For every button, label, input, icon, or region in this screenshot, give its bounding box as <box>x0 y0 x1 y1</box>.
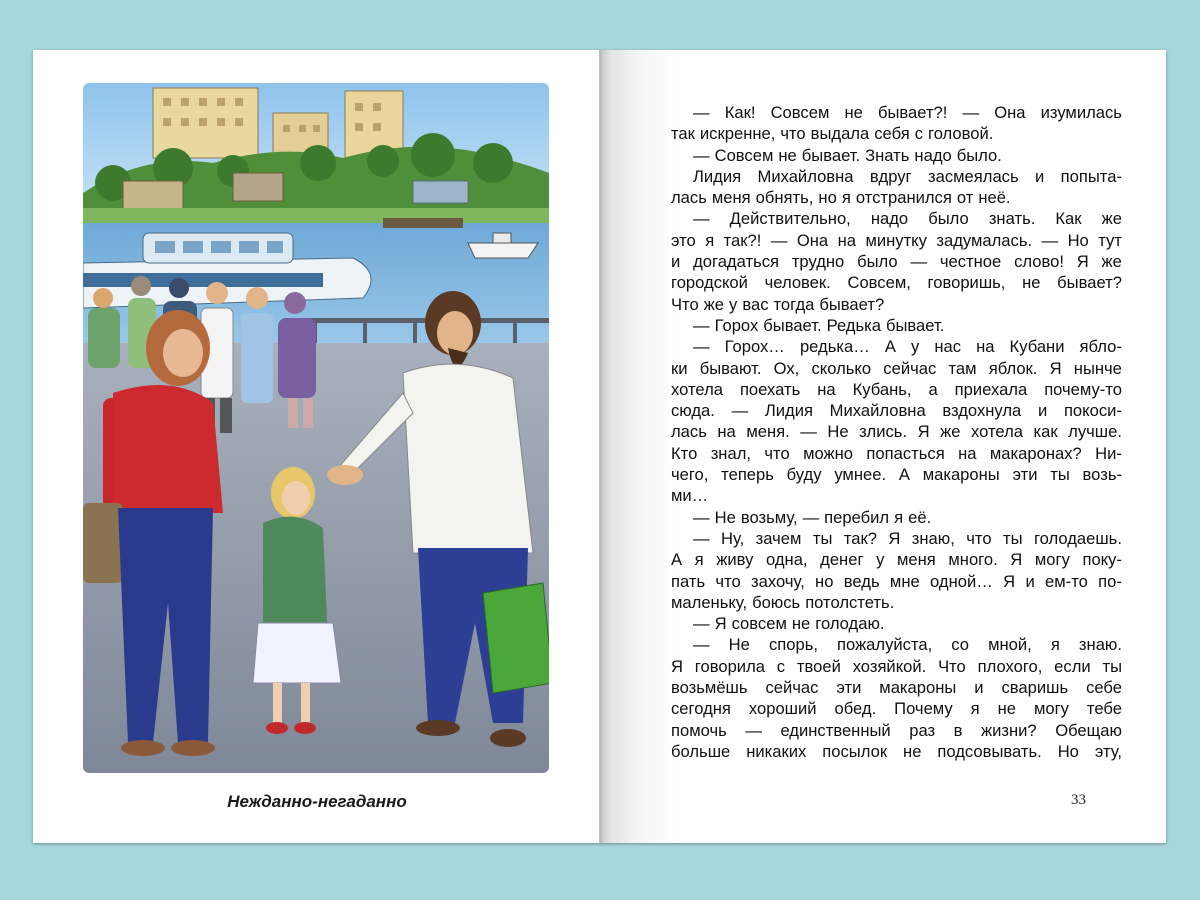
text-line: ми… <box>671 486 709 506</box>
text-line: хотела поехать на Кубань, а приехала почему-то <box>671 379 1122 399</box>
text-line: — Действительно, надо было знать. Как же <box>693 209 1122 229</box>
text-line: — Не возьму, — перебил я её. <box>693 507 932 527</box>
text-line: чего, теперь буду умнее. А макароны эти ты возь- <box>671 465 1122 485</box>
text-line: — Совсем не бывает. Знать надо было. <box>693 145 1002 165</box>
text-line: — Как! Совсем не бывает?! — Она изумилась <box>693 103 1122 122</box>
text-line: — Горох… редька… А у нас на Кубани ябло- <box>693 337 1122 357</box>
text-line: Что же у вас тогда бывает? <box>671 294 885 314</box>
text-line: Лидия Михайловна вдруг засмеялась и попыта- <box>693 166 1122 186</box>
text-line: это я так?! — Она на минутку задумалась. — Но тут <box>671 230 1122 250</box>
text-line: городской человек. Совсем, говоришь, не бывает? <box>671 273 1122 293</box>
text-line: ки бывают. Ох, сколько сейчас там яблок. Я нынче <box>671 358 1122 378</box>
left-page <box>33 50 601 843</box>
text-line: маленьку, боюсь потолстеть. <box>671 592 895 612</box>
text-line: больше никаких посылок не подсовывать. Но эту, <box>671 741 1122 761</box>
text-line: — Горох бывает. Редька бывает. <box>693 315 945 335</box>
text-line: помочь — единственный раз в жизни? Обещаю <box>671 720 1122 740</box>
illustration-caption: Нежданно-негаданно <box>227 792 407 811</box>
text-line: сюда. — Лидия Михайловна вздохнула и покоси- <box>671 401 1122 421</box>
text-line: и догадаться трудно было — честное слово! Я же <box>671 252 1122 272</box>
text-line: лась меня обнять, но я отстранился от неё. <box>671 188 1011 208</box>
right-page <box>601 50 1166 843</box>
book-spread <box>33 50 1166 843</box>
text-line: Кто знал, что можно попасться на макаронах? Ни- <box>671 443 1122 463</box>
text-line: А я живу одна, денег у меня много. Я могу поку- <box>671 550 1122 570</box>
text-line: Я говорила с твоей хозяйкой. Что плохого, если ты <box>671 656 1122 676</box>
book-spine <box>599 50 602 843</box>
text-line: сегодня хороший обед. Почему я не могу тебе <box>671 699 1122 719</box>
text-line: так искренне, что выдала себя с головой. <box>671 124 994 144</box>
text-line: — Я совсем не голодаю. <box>693 614 885 634</box>
text-line: — Не спорь, пожалуйста, со мной, я знаю. <box>693 635 1122 655</box>
text-line: возьмёшь сейчас эти макароны и сваришь себе <box>671 678 1122 698</box>
page-text <box>671 102 1122 762</box>
text-line: — Ну, зачем ты так? Я знаю, что ты голодаешь. <box>693 528 1122 548</box>
page-number: 33 <box>1071 792 1086 808</box>
pier-illustration <box>83 83 549 773</box>
text-line: лась на меня. — Не злись. Я же хотела как лучше. <box>671 422 1122 442</box>
text-line: пать что захочу, но ведь мне одной… Я и ем-то по- <box>671 571 1122 591</box>
